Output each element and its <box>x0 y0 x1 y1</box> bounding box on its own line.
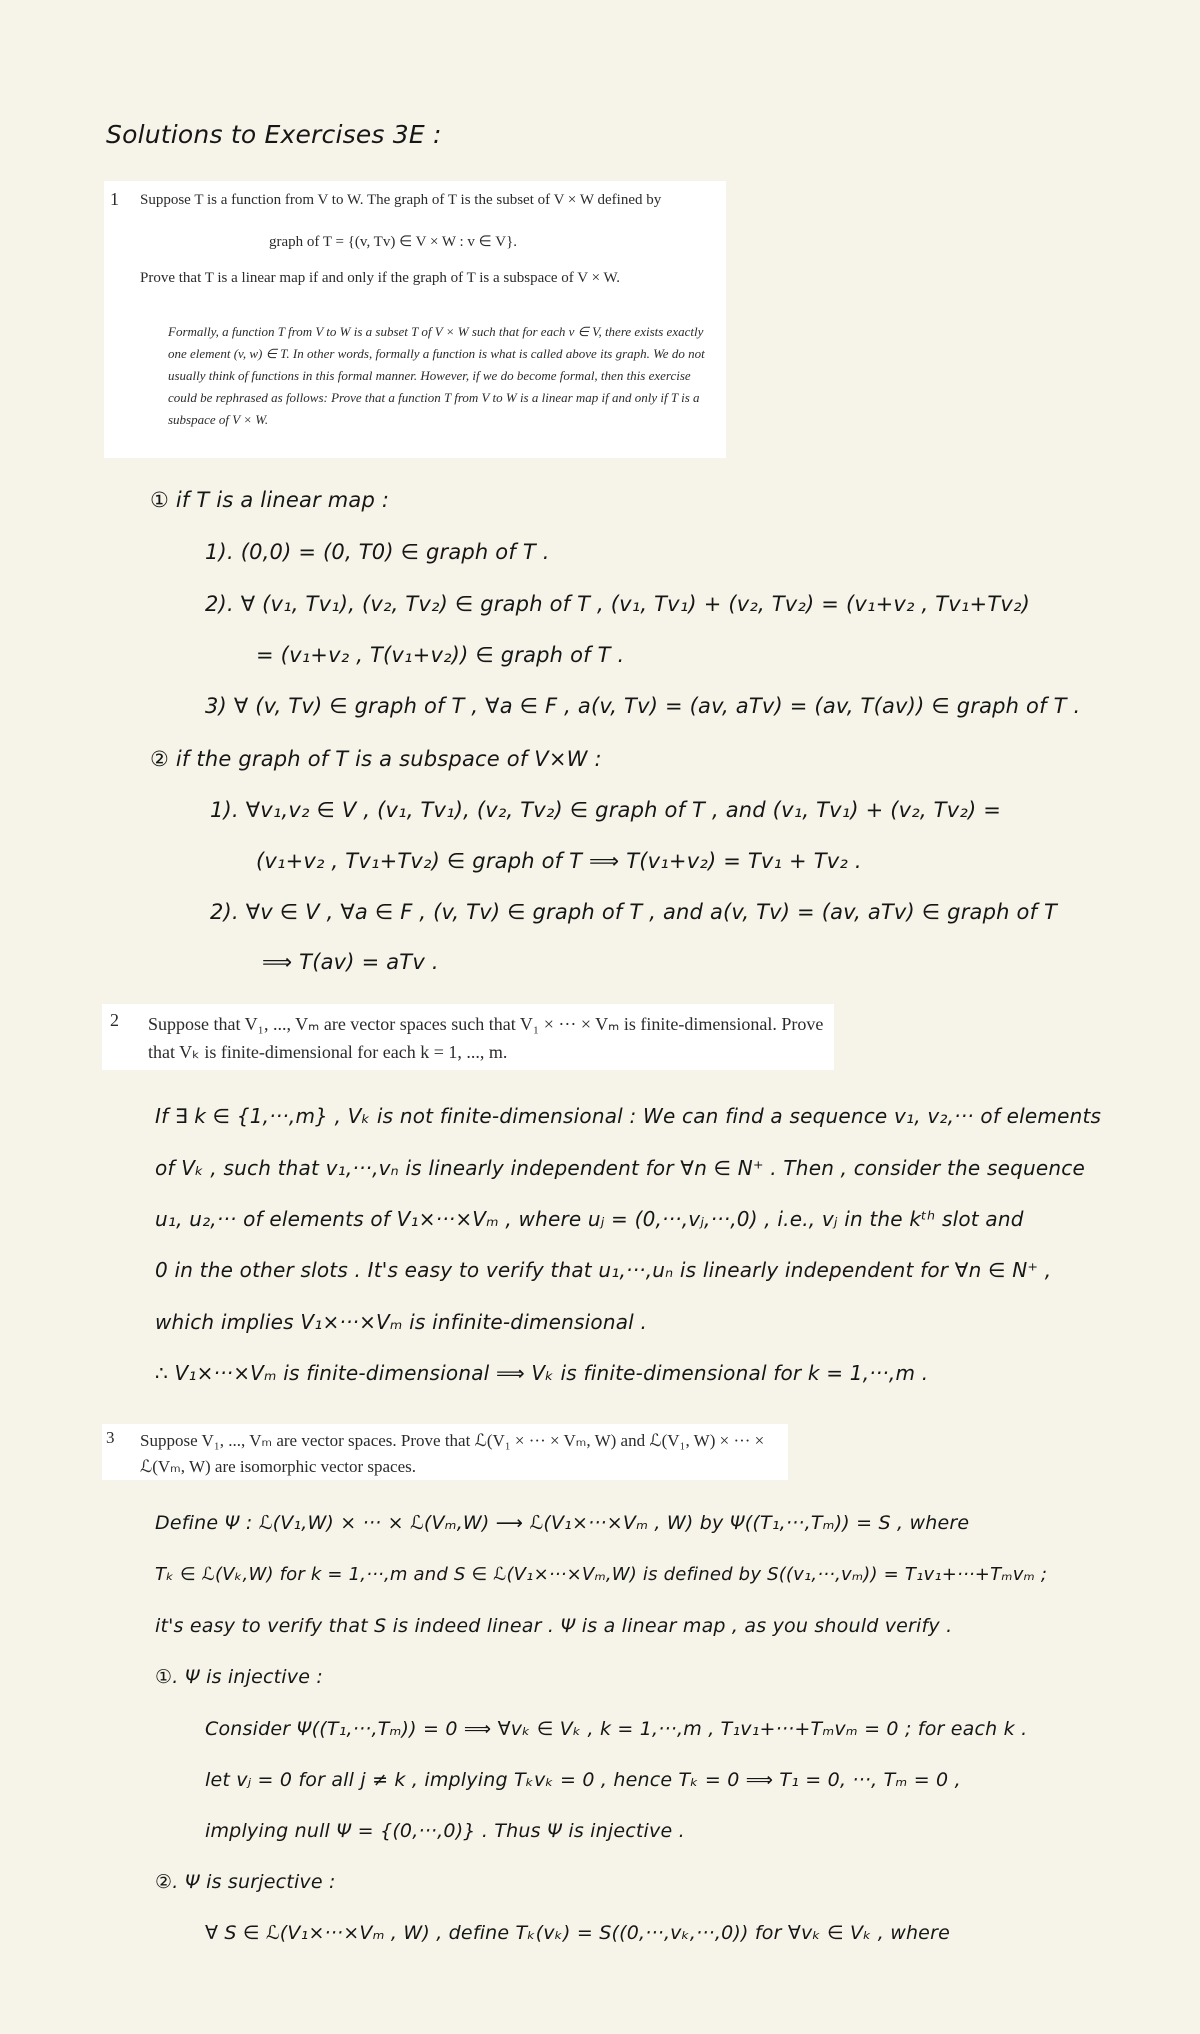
solution-1-line: 2). ∀v ∈ V , ∀a ∈ F , (v, Tv) ∈ graph of T , and a(v, Tv) = (av, aTv) ∈ graph of T <box>210 900 1058 924</box>
solution-2-line: u₁, u₂,··· of elements of V₁×···×Vₘ , where uⱼ = (0,···,vⱼ,···,0) , i.e., vⱼ in the kᵗʰ slot and <box>155 1207 1024 1231</box>
exercise-3-text: Suppose V₁, ..., Vₘ are vector spaces. Prove that ℒ(V₁ × ··· × Vₘ, W) and ℒ(V₁, W) × ··· × ℒ(Vₘ, W) are isomorphic vector spaces. <box>140 1431 765 1476</box>
solution-1-line: 1). (0,0) = (0, T0) ∈ graph of T . <box>205 540 550 564</box>
solution-1-line: ② if the graph of T is a subspace of V×W : <box>150 747 602 771</box>
exercise-1-note: Formally, a function T from V to W is a subset T of V × W such that for each v ∈ V, there exists exactly one element (v, w) ∈ T. In other words, formally a function is what is called above its graph. We do not usually think of functions in this formal manner. However, if we do become formal, then this exercise could be rephrased as follows: Prove that a function T from V to W is a linear map if and only if T is a subspace of V × W. <box>168 324 705 427</box>
solution-1-line: (v₁+v₂ , Tv₁+Tv₂) ∈ graph of T ⟹ T(v₁+v₂) = Tv₁ + Tv₂ . <box>256 849 862 873</box>
solution-3-line: ①. Ψ is injective : <box>155 1666 323 1688</box>
solution-1-line: 1). ∀v₁,v₂ ∈ V , (v₁, Tv₁), (v₂, Tv₂) ∈ graph of T , and (v₁, Tv₁) + (v₂, Tv₂) = <box>210 798 1002 822</box>
solution-2-line: If ∃ k ∈ {1,···,m} , Vₖ is not finite-dimensional : We can find a sequence v₁, v₂,··· of elements <box>155 1104 1102 1128</box>
solution-3-line: Define Ψ : ℒ(V₁,W) × ··· × ℒ(Vₘ,W) ⟶ ℒ(V₁×···×Vₘ , W) by Ψ((T₁,···,Tₘ)) = S , where <box>155 1512 970 1534</box>
solution-2-line: ∴ V₁×···×Vₘ is finite-dimensional ⟹ Vₖ is finite-dimensional for k = 1,···,m . <box>155 1361 929 1385</box>
solution-3-line: Consider Ψ((T₁,···,Tₘ)) = 0 ⟹ ∀vₖ ∈ Vₖ , k = 1,···,m , T₁v₁+···+Tₘvₘ = 0 ; for each k . <box>205 1718 1028 1740</box>
solution-1-line: 2). ∀ (v₁, Tv₁), (v₂, Tv₂) ∈ graph of T , (v₁, Tv₁) + (v₂, Tv₂) = (v₁+v₂ , Tv₁+Tv₂) <box>205 592 1031 616</box>
solution-3-line: Tₖ ∈ ℒ(Vₖ,W) for k = 1,···,m and S ∈ ℒ(V₁×···×Vₘ,W) is defined by S((v₁,···,vₘ)) = T₁v₁+···+Tₘvₘ ; <box>155 1564 1048 1585</box>
exercise-1-prove: Prove that T is a linear map if and only if the graph of T is a subspace of V × W. <box>140 270 621 286</box>
exercise-3-box <box>102 1424 788 1480</box>
solution-3-line: implying null Ψ = {(0,···,0)} . Thus Ψ is injective . <box>205 1820 685 1842</box>
exercise-1-text: Suppose T is a function from V to W. The graph of T is the subset of V × W defined by <box>140 192 662 208</box>
solution-1-line: ⟹ T(av) = aTv . <box>262 950 439 974</box>
solution-2-line: 0 in the other slots . It's easy to verify that u₁,···,uₙ is linearly independent for ∀n ∈ N⁺ , <box>155 1258 1052 1282</box>
exercise-1-formula: graph of T = {(v, Tv) ∈ V × W : v ∈ V}. <box>269 234 518 250</box>
solution-1-line: ① if T is a linear map : <box>150 488 390 512</box>
exercise-1-box <box>104 181 726 458</box>
solution-1-line: 3) ∀ (v, Tv) ∈ graph of T , ∀a ∈ F , a(v, Tv) = (av, aTv) = (av, T(av)) ∈ graph of T . <box>205 694 1081 718</box>
exercise-1-number: 1 <box>110 189 119 209</box>
page-title: Solutions to Exercises 3E : <box>106 120 442 149</box>
exercise-2-number: 2 <box>110 1010 119 1030</box>
exercise-2-box <box>102 1004 834 1070</box>
exercise-2-text: Suppose that V₁, ..., Vₘ are vector spaces such that V₁ × ··· × Vₘ is finite-dimensional. Prove that Vₖ is finite-dimensional for each k = 1, ..., m. <box>148 1014 824 1062</box>
solution-3-line: ②. Ψ is surjective : <box>155 1871 336 1893</box>
solution-3-line: let vⱼ = 0 for all j ≠ k , implying Tₖvₖ = 0 , hence Tₖ = 0 ⟹ T₁ = 0, ···, Tₘ = 0 , <box>205 1769 961 1791</box>
solution-2-line: which implies V₁×···×Vₘ is infinite-dimensional . <box>155 1310 648 1334</box>
solution-1-line: = (v₁+v₂ , T(v₁+v₂)) ∈ graph of T . <box>256 643 625 667</box>
solution-3-line: ∀ S ∈ ℒ(V₁×···×Vₘ , W) , define Tₖ(vₖ) = S((0,···,vₖ,···,0)) for ∀vₖ ∈ Vₖ , where <box>205 1922 950 1944</box>
exercise-3-number: 3 <box>106 1428 115 1447</box>
solution-2-line: of Vₖ , such that v₁,···,vₙ is linearly independent for ∀n ∈ N⁺ . Then , consider the sequence <box>155 1156 1085 1180</box>
solution-3-line: it's easy to verify that S is indeed linear . Ψ is a linear map , as you should verify . <box>155 1615 953 1637</box>
